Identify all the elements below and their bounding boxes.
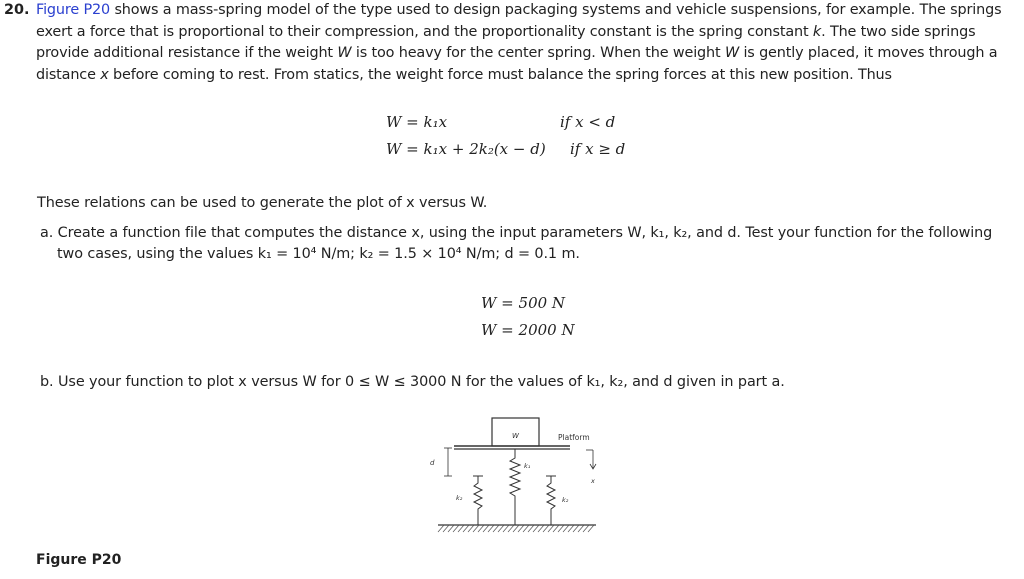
case-2: W = 2000 N	[481, 321, 575, 339]
figure-link[interactable]: Figure P20	[36, 2, 111, 18]
case-1: W = 500 N	[481, 294, 566, 312]
equation-1: W = k₁x	[386, 113, 448, 131]
k2-right-label: k₂	[562, 496, 569, 504]
left-spring	[474, 476, 482, 525]
right-spring	[547, 476, 555, 525]
part-a-line2: two cases, using the values k₁ = 10⁴ N/m; k₂ = 1.5 × 10⁴ N/m; d = 0.1 m.	[57, 246, 580, 262]
k1-label: k₁	[524, 462, 531, 470]
figure-caption: Figure P20	[36, 552, 122, 568]
problem-number: 20.	[4, 2, 30, 18]
part-a-line1: a. Create a function file that computes the distance x, using the input parameters W, k₁, k₂, and d. Test your function for the following	[40, 225, 993, 241]
equation-1-condition: if x < d	[560, 113, 616, 131]
weight-label: W	[512, 432, 519, 440]
center-spring	[510, 449, 520, 525]
mass-spring-figure	[420, 410, 610, 538]
relations-text: These relations can be used to generate the plot of x versus W.	[37, 195, 488, 211]
d-label: d	[430, 459, 435, 467]
problem-statement: Figure P20 shows a mass-spring model of the type used to design packaging systems and vehicle suspensions, for example. The springs exert a force that is proportional to their compression, and the proportionality constant is the spring constant k. The two side springs provide additional resistance if the weight W is too heavy for the center spring. When the weight W is gently placed, it moves through a distance x before coming to rest. From statics, the weight force must balance the spring forces at this new position. Thus	[36, 2, 1002, 83]
platform-label: Platform	[558, 433, 590, 442]
equation-2-condition: if x ≥ d	[570, 140, 626, 158]
part-b: b. Use your function to plot x versus W for 0 ≤ W ≤ 3000 N for the values of k₁, k₂, and d given in part a.	[40, 374, 785, 390]
x-label: x	[591, 477, 595, 485]
equation-2: W = k₁x + 2k₂(x − d)	[386, 140, 546, 158]
k2-left-label: k₂	[456, 494, 463, 502]
ground-hatch	[438, 525, 594, 532]
